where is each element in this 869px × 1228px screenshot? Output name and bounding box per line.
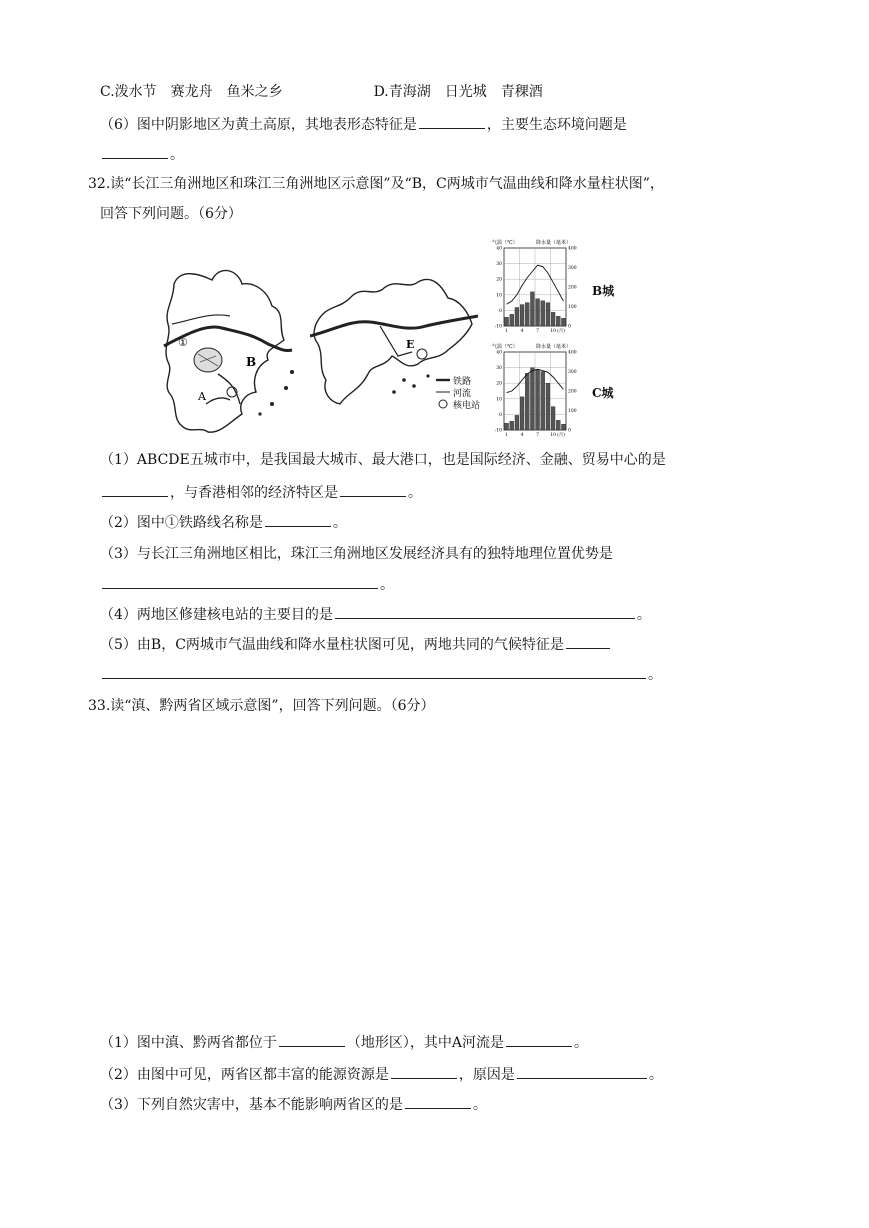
q31-sub6-text-b: ，主要生态环境问题是 xyxy=(486,117,627,133)
tick-label-right: 400 xyxy=(568,350,577,356)
tick-label-right: 200 xyxy=(568,285,577,291)
axis-label-left: 气温（℃） xyxy=(492,240,518,246)
q31-option-d: D.青海湖 日光城 青稞酒 xyxy=(373,84,543,100)
precipitation-bar xyxy=(525,303,529,326)
period: 。 xyxy=(472,1097,487,1113)
q32-figure xyxy=(160,236,620,441)
answer-blank[interactable] xyxy=(279,1032,345,1047)
label-b: B xyxy=(246,355,257,369)
q33-sub1-text-a: （1）图中滇、黔两省都位于 xyxy=(100,1035,277,1051)
chart-b-city-label: B城 xyxy=(592,284,615,298)
answer-blank[interactable] xyxy=(340,482,406,497)
q32-sub2 xyxy=(100,512,347,533)
island xyxy=(412,384,416,388)
answer-blank[interactable] xyxy=(566,634,610,649)
precipitation-bar xyxy=(556,420,560,430)
q32-sub1-cont xyxy=(100,482,422,503)
q33-sub1-text-b: （地形区），其中A河流是 xyxy=(346,1035,505,1051)
answer-blank[interactable] xyxy=(419,114,485,129)
answer-blank[interactable] xyxy=(102,574,378,589)
precipitation-bar xyxy=(530,368,534,430)
answer-blank[interactable] xyxy=(517,1064,647,1079)
q33-sub3-text: （3）下列自然灾害中，基本不能影响两省区的是 xyxy=(100,1097,403,1113)
answer-blank[interactable] xyxy=(265,512,331,527)
x-axis-unit: (月) xyxy=(556,329,565,334)
island xyxy=(402,378,406,382)
period: 。 xyxy=(170,147,184,163)
precipitation-bar xyxy=(546,383,550,430)
precipitation-bar xyxy=(505,317,509,326)
precipitation-bar xyxy=(520,397,524,430)
region-outline xyxy=(166,270,284,432)
island xyxy=(284,386,288,390)
region-outline xyxy=(314,279,472,404)
x-tick-label: 10 xyxy=(550,329,556,334)
precipitation-bar xyxy=(546,303,550,326)
legend-nuclear-icon xyxy=(439,400,447,408)
q32-sub5 xyxy=(100,634,612,655)
tick-label-left: 10 xyxy=(496,397,502,403)
x-tick-label: 4 xyxy=(520,433,524,438)
q32-sub3-cont xyxy=(100,574,394,595)
q32-title-cont: 回答下列问题。（6分） xyxy=(100,206,242,222)
q32-sub1-text-b: ，与香港相邻的经济特区是 xyxy=(170,485,338,501)
axis-label-right: 降水量（毫米） xyxy=(536,344,572,350)
precipitation-bar xyxy=(515,307,519,326)
island xyxy=(426,374,429,377)
island xyxy=(290,370,294,374)
precipitation-bar xyxy=(520,305,524,326)
q32-sub3: （3）与长江三角洲地区相比，珠江三角洲地区发展经济具有的独特地理位置优势是 xyxy=(100,546,613,562)
precipitation-bar xyxy=(551,407,555,430)
climate-chart-b xyxy=(490,236,580,336)
island xyxy=(270,402,274,406)
precipitation-bar xyxy=(556,316,560,326)
x-tick-label: 4 xyxy=(520,329,524,334)
q31-sub6-cont xyxy=(100,144,184,165)
climate-chart-c xyxy=(490,340,580,440)
tick-label-right: 100 xyxy=(568,305,577,310)
q33-sub1 xyxy=(100,1032,588,1053)
tick-label-right: 100 xyxy=(568,409,577,414)
x-tick-label: 1 xyxy=(505,329,509,334)
answer-blank[interactable] xyxy=(335,604,635,619)
precipitation-bar xyxy=(561,424,565,430)
label-a: A xyxy=(198,390,206,403)
q32-title: 32.读“长江三角洲地区和珠江三角洲地区示意图”及“B，C两城市气温曲线和降水量柱状图”， xyxy=(88,176,664,192)
legend-river-label: 河流 xyxy=(453,389,472,399)
x-tick-label: 7 xyxy=(536,329,540,334)
x-axis-unit: (月) xyxy=(556,433,565,438)
precipitation-bar xyxy=(541,372,545,431)
precipitation-bar xyxy=(510,314,514,326)
label-e: E xyxy=(406,338,415,351)
q31-options-row xyxy=(100,82,543,102)
answer-blank[interactable] xyxy=(391,1064,457,1079)
q31-sub6 xyxy=(100,114,627,135)
q33-sub2 xyxy=(100,1064,663,1085)
tick-label-left: -10 xyxy=(494,428,502,434)
period: 。 xyxy=(380,577,394,593)
precipitation-bar xyxy=(510,421,514,430)
answer-blank[interactable] xyxy=(506,1032,572,1047)
tick-label-left: 20 xyxy=(496,381,502,387)
tick-label-left: 30 xyxy=(496,262,502,268)
precipitation-bar xyxy=(515,415,519,430)
answer-blank[interactable] xyxy=(102,482,168,497)
tick-label-left: 20 xyxy=(496,277,502,283)
tick-label-right: 400 xyxy=(568,246,577,252)
answer-blank[interactable] xyxy=(102,664,646,679)
q32-sub4-text: （4）两地区修建核电站的主要目的是 xyxy=(100,607,333,623)
q32-sub5-cont xyxy=(100,664,662,685)
q33-title: 33.读“滇、黔两省区域示意图”，回答下列问题。（6分） xyxy=(88,698,435,714)
q33-sub3 xyxy=(100,1094,487,1115)
period: 。 xyxy=(574,1035,589,1051)
q31-option-c: C.泼水节 赛龙舟 鱼米之乡 xyxy=(100,84,283,100)
precipitation-bar xyxy=(536,299,540,326)
legend-railway-label: 铁路 xyxy=(453,377,472,387)
pearl-delta-map xyxy=(310,264,490,414)
tick-label-left: 0 xyxy=(499,308,502,314)
q32-sub1: （1）ABCDE五城市中，是我国最大城市、最大港口，也是国际经济、金融、贸易中心的是 xyxy=(100,452,666,468)
precipitation-bar xyxy=(530,292,534,326)
precipitation-bar xyxy=(505,423,509,430)
tick-label-left: 40 xyxy=(496,350,502,356)
tick-label-left: 30 xyxy=(496,366,502,372)
tick-label-left: 0 xyxy=(499,412,502,418)
answer-blank[interactable] xyxy=(102,144,168,159)
tick-label-left: 40 xyxy=(496,246,502,252)
q33-sub2-text-a: （2）由图中可见，两省区都丰富的能源资源是 xyxy=(100,1067,389,1083)
x-tick-label: 1 xyxy=(505,433,509,438)
yangtze-delta-map xyxy=(160,254,300,439)
tick-label-left: -10 xyxy=(494,324,502,330)
answer-blank[interactable] xyxy=(405,1094,471,1109)
period: 。 xyxy=(636,607,651,623)
q32-sub4 xyxy=(100,604,651,625)
precipitation-bar xyxy=(561,318,565,326)
tick-label-right: 0 xyxy=(568,324,571,330)
period: 。 xyxy=(648,1067,663,1083)
q33-sub2-text-b: ，原因是 xyxy=(458,1067,515,1083)
label-circle-1: ① xyxy=(178,336,188,349)
precipitation-bar xyxy=(525,373,529,430)
period: 。 xyxy=(332,515,347,531)
tick-label-left: 10 xyxy=(496,293,502,299)
chart-c-city-label: C城 xyxy=(592,386,614,400)
x-tick-label: 7 xyxy=(536,433,540,438)
tick-label-right: 200 xyxy=(568,389,577,395)
axis-label-right: 降水量（毫米） xyxy=(536,240,572,246)
tick-label-right: 300 xyxy=(568,266,577,271)
precipitation-bar xyxy=(536,370,540,430)
island xyxy=(258,412,261,415)
x-tick-label: 10 xyxy=(550,433,556,438)
island xyxy=(392,390,396,394)
period: 。 xyxy=(648,667,662,683)
precipitation-bar xyxy=(551,312,555,326)
tick-label-right: 0 xyxy=(568,428,571,434)
legend-nuclear-label: 核电站 xyxy=(453,401,481,411)
q32-sub5-text: （5）由B，C两城市气温曲线和降水量柱状图可见，两地共同的气候特征是 xyxy=(100,637,564,653)
tick-label-right: 300 xyxy=(568,370,577,375)
period: 。 xyxy=(408,485,422,501)
precipitation-bar xyxy=(541,301,545,326)
q32-sub2-text: （2）图中①铁路线名称是 xyxy=(100,515,263,531)
axis-label-left: 气温（℃） xyxy=(492,344,518,350)
q31-sub6-text-a: （6）图中阴影地区为黄土高原，其地表形态特征是 xyxy=(100,117,417,133)
